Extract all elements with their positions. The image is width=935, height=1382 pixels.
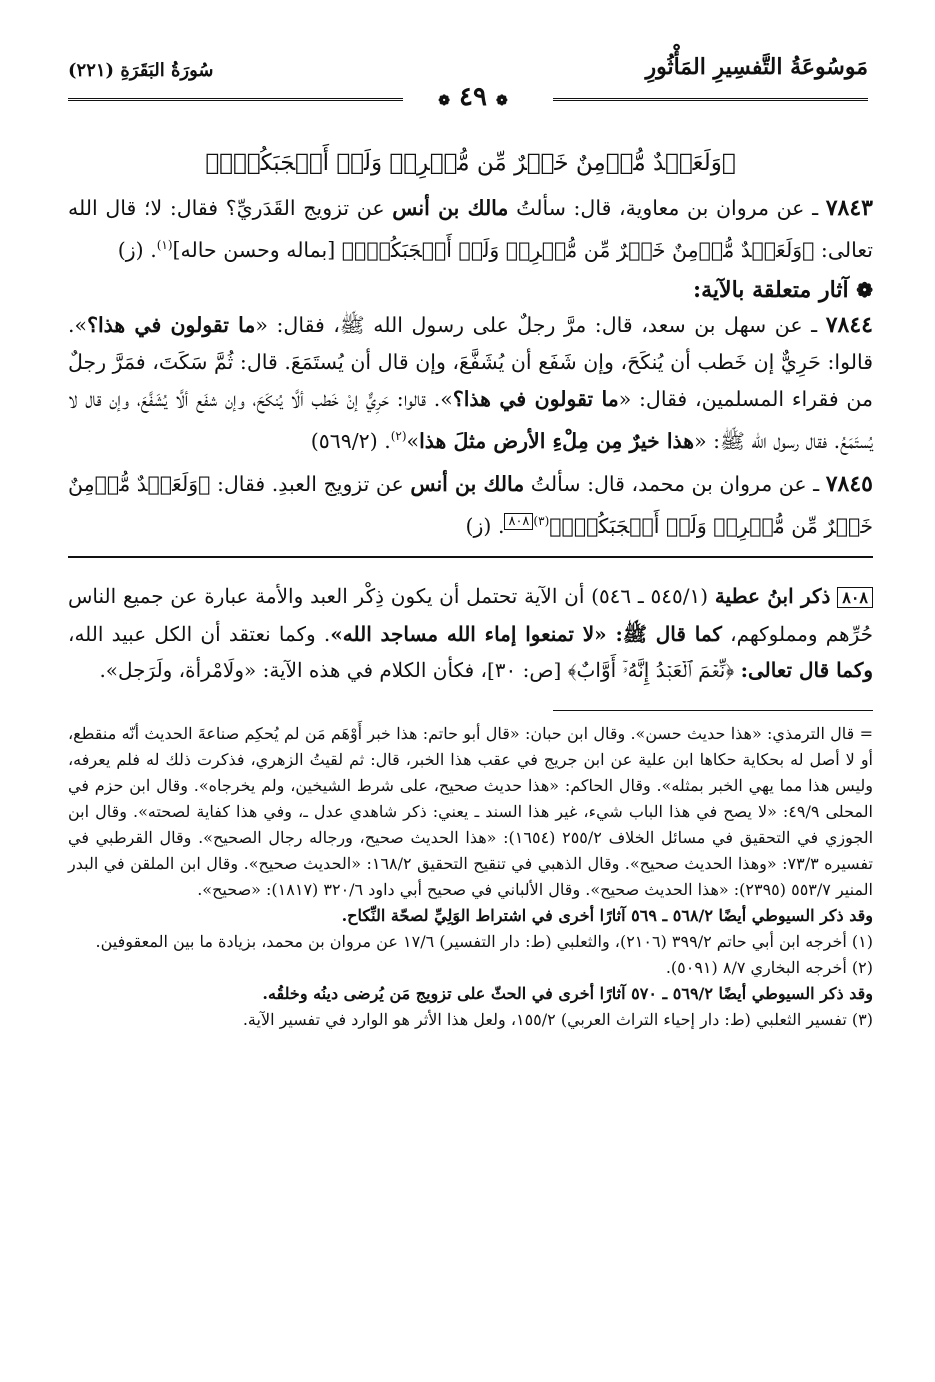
page-header (68, 52, 868, 112)
ornament-icon: ❁ (496, 93, 508, 109)
surah-title: سُورَةُ البَقَرَةِ (٢٢١) (68, 60, 214, 81)
footnote-continuation: = قال الترمذي: «هذا حديث حسن». وقال ابن حبان: «قال أبو حاتم: هذا خبر أَوْهَم مَن لم يُحكِم صناعةَ الحديث أنّه منقطع، أو لا أصل له بحكاية حكاها ابن علية عن ابن جريج في عقب هذا الخبر، قال: ثم لقيتُ الزهري، فذكرت ذلك له فلم يعرفه، وليس هذا مما يهي الخبر بمثله». وقال الحاكم: «هذا حديث صحيح، على شرط الشيخين، ولم يخرجاه». وقال ابن حزم في المحلى ٤٩/٩: «لا يصح في هذا الباب شيء، غير هذا السند ـ يعني: ذكر شاهدي عدل ـ، وفي هذا كفاية لصحته». وقال ابن الجوزي في التحقيق في مسائل الخلاف ٢٥٥/٢ (١٦٥٤): «هذا الحديث صحيح، ورجاله رجال الصحيح». وقال القرطبي في تفسيره ٧٣/٣: «وهذا الحديث صحيح». وقال الذهبي في تنقيح التحقيق ١٦٨/٢: «الحديث صحيح». وقال ابن الملقن في البدر المنير ٥٥٣/٧ (٢٣٩٥): «هذا الحديث صحيح». وقال الألباني في صحيح أبي داود ٣٢٠/٦ (١٨١٧): «صحيح». (68, 724, 874, 900)
header-rule-left (68, 98, 403, 101)
verse-heading: ﴿وَلَعَبۡدٌ مُّؤۡمِنٌ خَيۡرٌ مِّن مُّشۡرِكٖ وَلَوۡ أَعۡجَبَكُمۡۗ﴾ (205, 150, 736, 176)
book-title: مَوسُوعَةُ التَّفسِيرِ المَأْثُورِ (645, 54, 868, 80)
commentary-note: ٨٠٨ ذكر ابنُ عطية (٥٤٥/١ ـ ٥٤٦) أن الآية تحتمل أن يكون ذِكْر العبد والأمة عبارة عن جميع الناس حُرِّهم ومملوكهم، كما قال ﷺ: «لا تمنعوا إماء الله مساجد الله». وكما نعتقد أن الكل عبيد الله، وكما قال تعالى: ﴿نِّعۡمَ ٱلۡعَبۡدُ إِنَّهُۥٓ أَوَّابٌ﴾ [ص: ٣٠]، فكأن الكلام في هذه الآية: «ولَامْرأة، ولَرَجل». (68, 584, 873, 683)
footnote-ref: (٣) (533, 513, 550, 528)
footnote-suyuti-note: وقد ذكر السيوطي أيضًا ٥٦٨/٢ ـ ٥٦٩ آثارًا أخرى في اشتراط الوَلِيِّ لصحّة النِّكاح. (341, 906, 873, 926)
narration-7843: ٧٨٤٣ ـ عن مروان بن معاوية، قال: سألتُ مالك بن أنس عن تزويج القَدَريِّ؟ فقال: لا؛ قال الله تعالى: ﴿وَلَعَبۡدٌ مُّؤۡمِنٌ خَيۡرٌ مِّن مُّشۡرِكٖ وَلَوۡ أَعۡجَبَكُمۡۗ﴾ [بماله وحسن حاله]$^{(١)}$. (ز) (68, 195, 873, 262)
footnote-2: (٢) أخرجه البخاري ٨/٧ (٥٠٩١). (665, 958, 873, 978)
narration-7845: ٧٨٤٥ ـ عن مروان بن محمد، قال: سألتُ مالك بن أنس عن تزويج العبدِ. فقال: ﴿وَلَعَبۡدٌ مُّؤۡمِنٌ خَيۡرٌ مِّن مُّشۡرِكٖ وَلَوۡ أَعۡجَبَكُمۡۗ﴾$^{(٣)٨٠٨}$. (ز) (68, 470, 873, 538)
footnote-ref: (١) (156, 238, 173, 252)
narration-7844: ٧٨٤٤ ـ عن سهل بن سعد، قال: مرَّ رجلٌ على رسول الله ﷺ، فقال: «ما تقولون في هذا؟». قالوا: حَرِيٌّ إن خَطب أن يُنكَحَ، وإن شَفَع أن يُشَفَّعَ، وإن قال أن يُستَمَعَ. قال: ثُمَّ سَكَتَ، فمَرَّ رجلٌ من فقراء المسلمين، فقال: «ما تقولون في هذا؟». قالوا: حَرِيٌّ إنْ خَطب ألَّا يُنكَحَ، وإن شفَع ألَّا يُشَفَّعَ، وإن قال لا يُستَمَعُ. فقال رسول الله ﷺ: «هذا خيرٌ مِن مِلْءِ الأرض مثلَ هذا»$^{(٢)}$. (٥٦٩/٢) (68, 311, 873, 453)
page-number: ❁ ٤٩ ❁ (438, 82, 508, 112)
page-content (68, 150, 873, 1033)
section-heading: ❁ آثار متعلقة بالآية: (693, 276, 873, 303)
header-rule-right (553, 98, 868, 101)
footnote-separator (553, 710, 873, 711)
footnote-ref: (٢) (390, 428, 407, 443)
commentary-rule (68, 556, 873, 558)
flower-icon: ❁ (856, 277, 873, 302)
commentary-number-box: ٨٠٨ (837, 587, 873, 608)
footnote-1: (١) أخرجه ابن أبي حاتم ٣٩٩/٢ (٢١٠٦)، والثعلبي (ط: دار التفسير) ١٧/٦ عن مروان بن محمد، بزيادة ما بين المعقوفين. (95, 932, 873, 952)
footnote-3: (٣) تفسير الثعلبي (ط: دار إحياء التراث العربي) ١٥٥/٢، ولعل هذا الأثر هو الوارد في تفسير الآية. (242, 1010, 873, 1030)
ornament-icon: ❁ (438, 93, 450, 109)
commentary-ref-box: ٨٠٨ (504, 513, 533, 530)
footnote-suyuti-note: وقد ذكر السيوطي أيضًا ٥٦٩/٢ ـ ٥٧٠ آثارًا أخرى في الحثّ على تزويج مَن يُرضى دينُه وخلقُه. (262, 984, 873, 1004)
